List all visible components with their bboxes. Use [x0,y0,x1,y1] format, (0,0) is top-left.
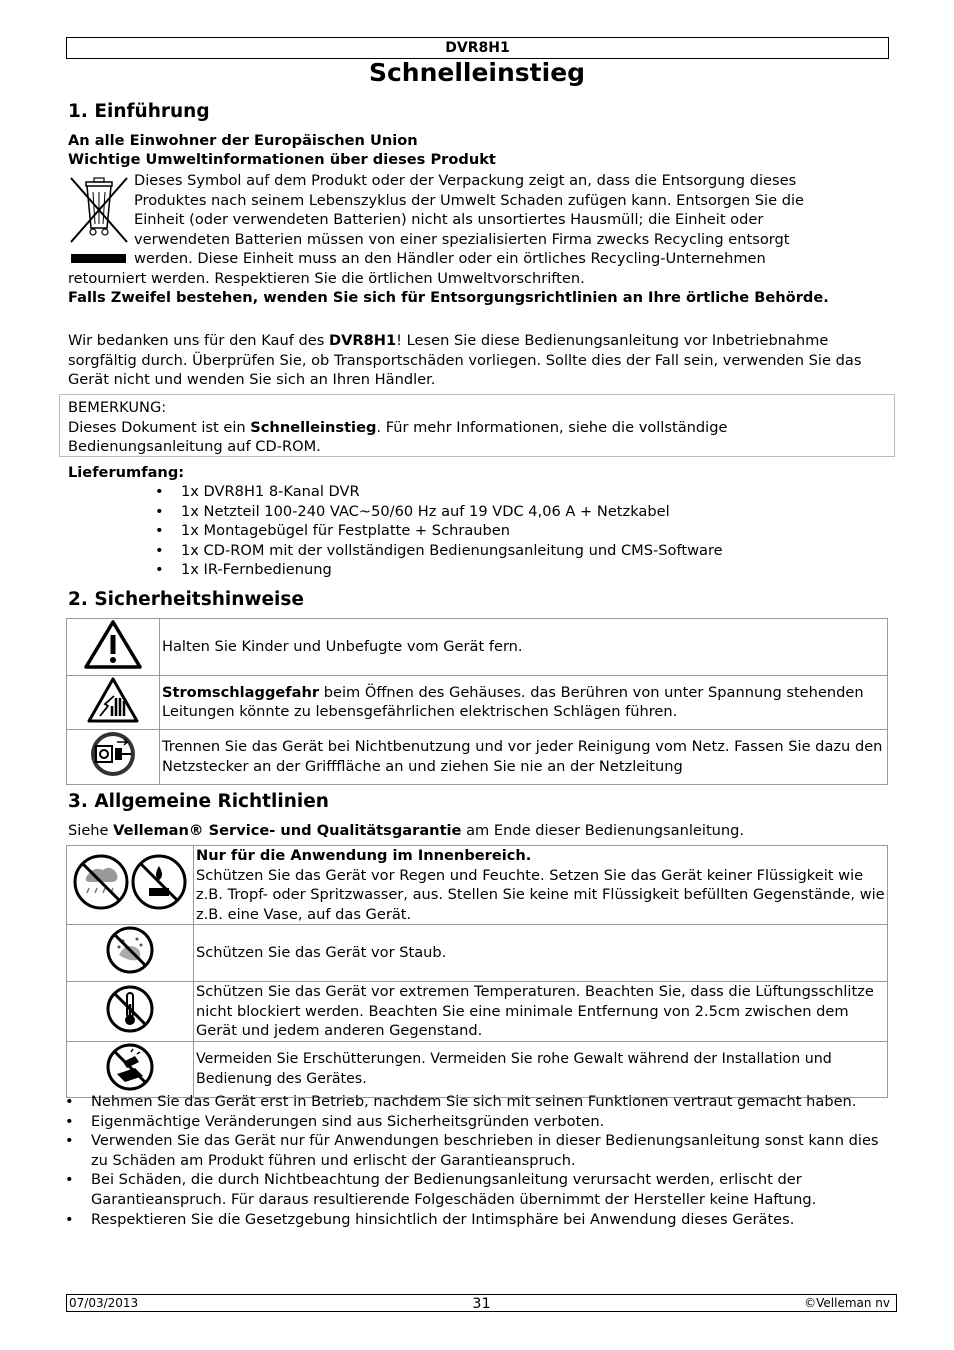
header-model: DVR8H1 [66,37,889,59]
list-item: • Eigenmächtige Veränderungen sind aus Sicherheitsgründen verboten. [91,1112,891,1132]
weee-text [134,171,894,269]
list-item: • Nehmen Sie das Gerät erst in Betrieb, nachdem Sie sich mit seinen Funktionen vertraut gemacht haben. [91,1092,891,1112]
footer [66,1294,897,1312]
safety-text: Trennen Sie das Gerät bei Nichtbenutzung und vor jeder Reinigung vom Netz. Fassen Sie dazu den Netzstecker an der Grifffläche an und ziehen Sie nie an der Netzleitung [160,730,888,785]
no-dust-icon [67,925,194,982]
page-title: Schnelleinstieg [368,58,586,87]
delivery-list [181,482,723,580]
thanks-paragraph: Wir bedanken uns für den Kauf des DVR8H1! Lesen Sie diese Bedienungsanleitung vor Inbetriebnahme sorgfältig durch. Überprüfen Sie, ob Transportschäden vorliegen. Sollte dies der Fall sein, verwenden Sie das Gerät nicht und wenden Sie sich an Ihren Händler. [68,332,862,389]
table-row [67,981,888,1041]
weee-line: verwendeten Batterien müssen von einer spezialisierten Firma zwecks Recycling entsorgt [134,230,790,248]
weee-line: Produktes nach seinem Lebenszyklus der Umwelt Schaden zufügen kann. Entsorgen Sie die [134,191,805,209]
table-row [67,1041,888,1098]
note-box [59,394,895,457]
table-row [67,730,888,785]
list-item: • Bei Schäden, die durch Nichtbeachtung der Bedienungsanleitung verursacht werden, erlischt der Garantieanspruch. Für daraus resultierende Folgeschäden übernimmt der Hersteller keine Haftung. [91,1170,891,1209]
note-label: BEMERKUNG: [68,399,167,416]
footer-copyright: ©Velleman nv [804,1296,890,1310]
list-item: • Respektieren Sie die Gesetzgebung hinsichtlich der Intimsphäre bei Anwendung dieses Gerätes. [91,1210,891,1230]
no-rain-icon [71,854,189,910]
safety-table [66,618,888,785]
guidelines-table [66,845,888,1098]
section3-intro: Siehe Velleman® Service- und Qualitätsgarantie am Ende dieser Bedienungsanleitung. [68,822,745,839]
guidelines-bullets [91,1092,891,1229]
section2-heading: 2. Sicherheitshinweise [68,589,304,610]
eu-line1: An alle Einwohner der Europäischen Union [68,132,418,149]
no-extreme-temperature-icon [67,981,194,1041]
guideline-text: Vermeiden Sie Erschütterungen. Vermeiden Sie rohe Gewalt während der Installation und Bedienung des Gerätes. [194,1041,888,1098]
electric-shock-icon [67,675,160,730]
list-item: • 1x IR-Fernbedienung [181,560,723,580]
list-item: • 1x Netzteil 100-240 VAC~50/60 Hz auf 19 VDC 4,06 A + Netzkabel [181,502,723,522]
list-item: • 1x DVR8H1 8-Kanal DVR [181,482,723,502]
note-text: Dieses Dokument ist ein Schnelleinstieg. Für mehr Informationen, siehe die vollständige Bedienungsanleitung auf CD-ROM. [68,418,728,456]
safety-text: Halten Sie Kinder und Unbefugte vom Gerät fern. [160,619,888,676]
weee-line: werden. Diese Einheit muss an den Händler oder ein örtliches Recycling-Unternehmen [134,250,766,268]
table-row [67,675,888,730]
section3-heading: 3. Allgemeine Richtlinien [68,791,329,812]
indoor-use-icons [67,846,194,925]
guideline-text: Schützen Sie das Gerät vor Staub. [194,925,888,982]
table-row [67,846,888,925]
list-item: • 1x CD-ROM mit der vollständigen Bedienungsanleitung und CMS-Software [181,541,723,561]
weee-last-line: retourniert werden. Respektieren Sie die örtlichen Umweltvorschriften. [68,270,585,287]
page-number: 31 [472,1296,491,1312]
table-row [67,925,888,982]
guideline-text: Schützen Sie das Gerät vor extremen Temperaturen. Beachten Sie, dass die Lüftungsschlitze nicht blockiert werden. Beachten Sie eine minimale Entfernung von 2.5cm zwischen dem Gerät und jedem anderen Gegenstand. [194,981,888,1041]
weee-line: Einheit (oder verwendeten Batterien) nicht als unsortiertes Hausmüll; die Einheit oder [134,211,764,229]
safety-text: Stromschlaggefahr beim Öffnen des Gehäuses. das Berühren von unter Spannung stehenden Leitungen könnte zu lebensgefährlichen elektrischen Schlägen führen. [160,675,888,730]
delivery-label: Lieferumfang: [68,464,185,481]
weee-bin-icon [68,172,130,267]
no-shock-impact-icon [67,1041,194,1098]
doubt-note: Falls Zweifel bestehen, wenden Sie sich für Entsorgungsrichtlinien an Ihre örtliche Behörde. [68,289,829,306]
footer-date: 07/03/2013 [69,1296,139,1310]
eu-line2: Wichtige Umweltinformationen über dieses Produkt [68,151,496,168]
unplug-icon [67,730,160,785]
warning-icon [67,619,160,676]
section1-heading: 1. Einführung [68,101,210,122]
weee-line: Dieses Symbol auf dem Produkt oder der Verpackung zeigt an, dass die Entsorgung dieses [134,172,797,189]
table-row [67,619,888,676]
guideline-text: Nur für die Anwendung im Innenbereich. Schützen Sie das Gerät vor Regen und Feuchte. Setzen Sie das Gerät keiner Flüssigkeit wie z.B. Tropf- oder Spritzwasser, aus. Stellen Sie keine mit Flüssigkeit befüllten Gegenstände, wie z.B. eine Vase, auf das Gerät. [194,846,888,925]
list-item: • 1x Montagebügel für Festplatte + Schrauben [181,521,723,541]
list-item: • Verwenden Sie das Gerät nur für Anwendungen beschrieben in dieser Bedienungsanleitung sonst kann dies zu Schäden am Produkt führen und erlischt der Garantieanspruch. [91,1131,891,1170]
